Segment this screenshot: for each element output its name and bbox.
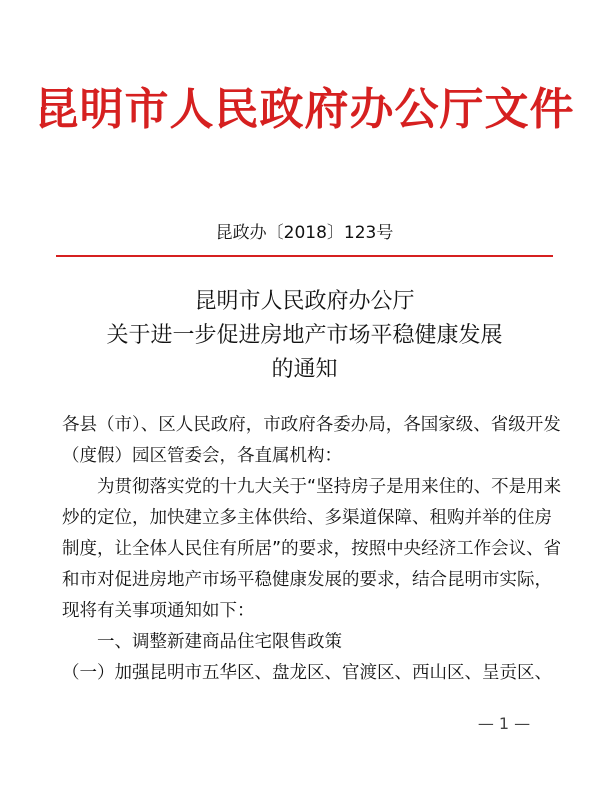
body-line: 炒的定位，加快建立多主体供给、多渠道保障、租购并举的住房: [62, 508, 552, 528]
body-line: 为贯彻落实党的十九大关于“坚持房子是用来住的、不是用来: [97, 477, 562, 497]
body-line: 现将有关事项通知如下：: [62, 601, 255, 621]
notice-title-line: 的通知: [271, 357, 338, 382]
body-line: 和市对促进房地产市场平稳健康发展的要求，结合昆明市实际，: [62, 570, 552, 590]
page-number: — 1 —: [477, 714, 531, 733]
document-number: 昆政办〔2018〕123号: [215, 223, 394, 243]
notice-title: [0, 285, 609, 387]
notice-title-line: 关于进一步促进房地产市场平稳健康发展: [106, 323, 503, 348]
body-line: 制度，让全体人民住有所居”的要求，按照中央经济工作会议、省: [62, 539, 562, 559]
body-line: （度假）园区管委会，各直属机构：: [62, 446, 342, 466]
document-header-title: 昆明市人民政府办公厅文件: [34, 84, 575, 135]
red-divider-line: [56, 255, 553, 257]
notice-body: [62, 410, 562, 689]
section-heading: 一、调整新建商品住宅限售政策: [97, 632, 342, 652]
body-line: 各县（市）、区人民政府，市政府各委办局，各国家级、省级开发: [62, 415, 561, 435]
notice-title-line: 昆明市人民政府办公厅: [194, 289, 415, 314]
body-line: （一）加强昆明市五华区、盘龙区、官渡区、西山区、呈贡区、: [62, 663, 552, 683]
